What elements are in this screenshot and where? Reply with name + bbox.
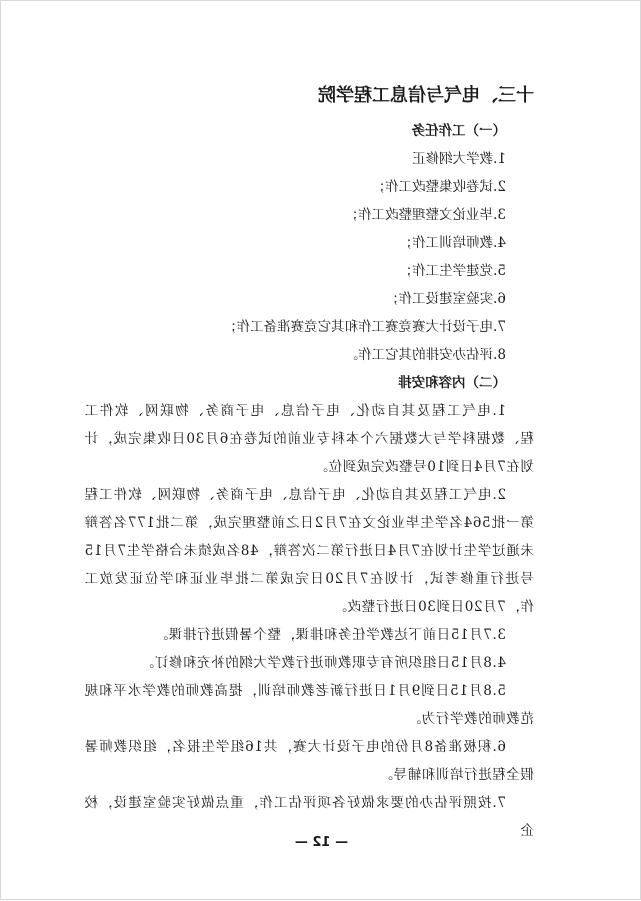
task-item: 6.实验室建设工作； [385,291,506,307]
page-body [84,81,534,845]
chapter-title: 十三、电气与信息工程学院 [318,85,534,106]
mirrored-page-content [1,1,641,901]
section-heading-work-tasks: （一）工作任务 [411,123,506,139]
task-item: 4.教师培训工作； [398,235,506,251]
body-paragraph: 5.8月15日到9月1日进行新老教师培训，提高教师的教学水平和规范教师的教学行为。 [84,683,534,727]
task-item: 8.评估办安排的其它工作。 [344,347,506,363]
body-paragraph: 2.电气工程及其自动化、电子信息、电子商务、物联网、软件工程第一批564名学生毕业论文在7月2日之前整理完成，第二批177名答辩未通过学生计划在7月4日进行第二次答辩，48名成绩未合格学生7月15号进行重修考试，计划在7月20日完成第二批毕业证和学位证发放工作，7月20日到30日进行整改。 [84,487,534,615]
task-item: 5.党建学生工作； [398,263,506,279]
page-number: — 12 — [294,835,349,850]
body-paragraph: 1.电气工程及其自动化、电子信息、电子商务、物联网、软件工程、数据科学与大数据六个本科专业前的试卷在6月30日收集完成，计划在7月4日到10号整改完成到位。 [84,403,534,475]
task-item: 3.毕业论文整理整改工作； [344,207,506,223]
task-item: 7.电子设计大赛竞赛工作和其它竞赛准备工作； [223,319,506,335]
body-paragraph: 3.7月15日前下达教学任务和排课，整个暑假进行排课。 [154,627,506,643]
task-item: 2.试卷收集整改工作； [371,179,506,195]
section-heading-content-arrangement: （二）内容和安排 [398,375,506,391]
body-paragraph: 6.积极准备8月份的电子设计大赛，共16组学生报名，组织教师暑假全程进行培训和辅导。 [84,739,534,783]
task-item: 1.教学大纲修正 [412,151,506,167]
body-paragraph: 4.8月15日组织所有专职教师进行教学大纲的补充和修订。 [140,655,506,671]
body-paragraph: 7.按照评估办的要求做好各项评估工作，重点做好实验室建设，校企 [84,795,534,839]
